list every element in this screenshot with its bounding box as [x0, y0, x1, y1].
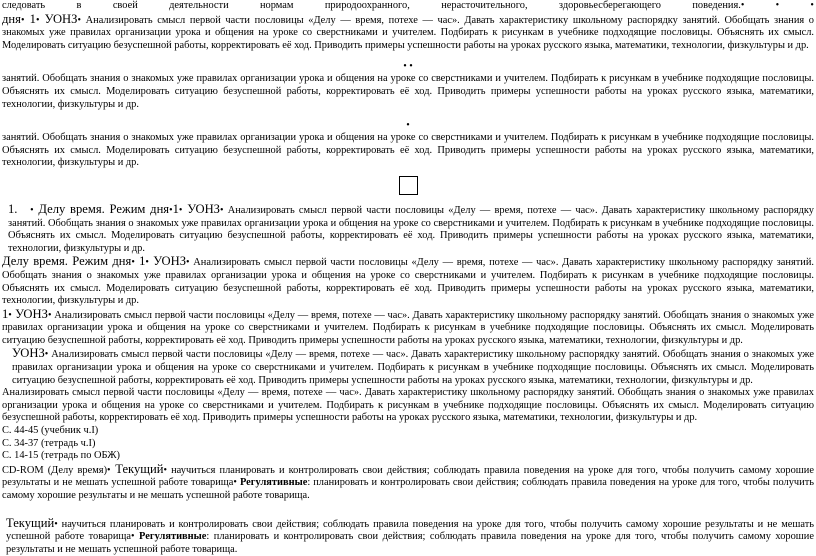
paragraph-numbered-topic	[2, 203, 814, 255]
control-type: Текущий	[6, 515, 55, 530]
intro-line	[2, 0, 814, 13]
bullet-icon: •	[77, 14, 81, 26]
paragraph-day-regime	[2, 13, 814, 53]
activity-text: Анализировать смысл первой части пословицы «Делу — время, потехе — час». Давать характеристику школьному распорядку занятий. Обобщать знания о знакомых уже правилах организации урока и общения на уроке со сверстниками и учителем. Подбирать к рисункам в учебнике подходящие пословицы. Объяснять их смысл. Моделировать ситуацию безуспешной работы, корректировать её ход. Приводить примеры успешности работы на уроках русского языка, математики, технологии, физкультуры и др.	[8, 204, 814, 254]
bullet-icon: •	[186, 257, 190, 269]
separator-bullets: • •	[403, 61, 413, 73]
bullet-icon: •	[30, 204, 34, 216]
uud-label: Регулятивные	[236, 477, 308, 489]
bullet-icon: •	[233, 477, 237, 489]
bullet-icon: •	[163, 464, 167, 476]
bullet-icon: •	[20, 14, 25, 26]
paragraph-lesson	[2, 308, 814, 348]
lesson-number: 1	[2, 306, 9, 321]
bullet-icon: •	[54, 518, 58, 530]
paragraph-lesson-type	[2, 347, 814, 387]
word: природоохранного,	[324, 0, 410, 11]
lesson-type: УОНЗ	[12, 346, 45, 361]
lesson-number: 1	[134, 254, 146, 269]
bullet-icon: •	[220, 204, 224, 216]
bullet-icon: •	[178, 204, 183, 216]
outcome-text: научиться планировать и контролировать свои действия; соблюдать правила поведения на уроке для того, чтобы получить самому хорошие результаты и не мешать успешной работе товарища	[2, 464, 814, 489]
paragraph-cdrom	[2, 463, 814, 503]
word: нормам	[260, 0, 294, 11]
paragraph-activities-3: Анализировать смысл первой части пословицы «Делу — время, потехе — час». Давать характеристику школьному распорядку занятий. Обобщать знания о знакомых уже правилах организации урока и общения на уроке со сверстниками и учителем. Подбирать к рисункам в учебнике подходящие пословицы. Объяснять их смысл. Моделировать ситуацию безуспешной работы, корректировать её ход. Приводить примеры успешности работы на уроках русского языка, математики, технологии, физкультуры и др.	[2, 387, 814, 424]
uud-label: Регулятивные	[134, 531, 207, 543]
word: в	[76, 0, 82, 11]
control-type: Текущий	[110, 461, 164, 476]
word: следовать	[2, 0, 46, 11]
bullet-icon: •	[107, 464, 111, 476]
word: нерасточительного,	[441, 0, 528, 11]
activity-text: Анализировать смысл первой части пословицы «Делу — время, потехе — час». Давать характеристику школьному распорядку занятий. Обобщать знания о знакомых уже правилах организации урока и общения на уроке со сверстниками и учителем. Подбирать к рисункам в учебнике подходящие пословицы. Объяснять их смысл. Моделировать ситуацию безуспешной работы, корректировать её ход. Приводить примеры успешности работы на уроках русского языка, математики, технологии, физкультуры и др.	[2, 309, 814, 346]
bullet-icon: •	[131, 531, 135, 543]
word: деятельности	[169, 0, 229, 11]
outcome-text: научиться планировать и контролировать свои действия; соблюдать правила поведения на уроке для того, чтобы получить самому хорошие результаты и не мешать успешной работе товарища	[6, 518, 814, 543]
activity-text: Анализировать смысл первой части пословицы «Делу — время, потехе — час». Давать характеристику школьному распорядку занятий. Обобщать знания о знакомых уже правилах организации урока и общения на уроке со сверстниками и учителем. Подбирать к рисункам в учебнике подходящие пословицы. Объяснять их смысл. Моделировать ситуацию безуспешной работы, корректировать её ход. Приводить примеры успешности работы на уроках русского языка, математики, технологии, физкультуры и др.	[12, 349, 814, 386]
list-number: 1.	[8, 201, 18, 216]
bullet-icon: •	[47, 309, 52, 321]
activity-text: Анализировать смысл первой части пословицы «Делу — время, потехе — час». Давать характеристику школьному распорядку занятий. Обобщать знания о знакомых уже правилах организации урока и общения на уроке со сверстниками и учителем. Подбирать к рисункам в учебнике подходящие пословицы. Объяснять их смысл. Моделировать ситуацию безуспешной работы, корректировать её ход. Приводить примеры успешности работы на уроках русского языка, математики, технологии, физкультуры и др.	[2, 257, 814, 307]
paragraph-activities-1: занятий. Обобщать знания о знакомых уже правилах организации урока и общения на уроке со сверстниками и учителем. Подбирать к рисункам в учебнике подходящие пословицы. Объяснять их смысл. Моделировать ситуацию безуспешной работы, корректировать её ход. Приводить примеры успешности работы на уроках русского языка, математики, технологии, физкультуры и др.	[2, 73, 814, 110]
lesson-number: 1	[24, 11, 36, 26]
bullet-icon: •	[169, 204, 173, 216]
topic-title: Делу время. Режим дня	[2, 254, 132, 269]
word: здоровьесберегающего	[558, 0, 661, 11]
reference-line: С. 14-15 (тетрадь по ОБЖ)	[2, 450, 121, 462]
checkbox-square	[399, 176, 418, 195]
bullet-icon: •	[44, 349, 49, 361]
paragraph-current	[2, 517, 814, 556]
reference-line: С. 34-37 (тетрадь ч.I)	[2, 437, 96, 449]
separator-bullet: •	[406, 120, 410, 132]
reference-line: С. 44-45 (учебник ч.I)	[2, 425, 99, 437]
word-with-bullets: поведения.• • •	[692, 0, 814, 11]
topic-title: Делу время. Режим дня	[33, 201, 170, 216]
bullet-icon: •	[35, 14, 40, 26]
paragraph-activities-2: занятий. Обобщать знания о знакомых уже правилах организации урока и общения на уроке со сверстниками и учителем. Подбирать к рисункам в учебнике подходящие пословицы. Объяснять их смысл. Моделировать ситуацию безуспешной работы, корректировать её ход. Приводить примеры успешности работы на уроках русского языка, математики, технологии, физкультуры и др.	[2, 132, 814, 169]
uud-text: : планировать и контролировать свои действия; соблюдать правила поведения на уроке для того, чтобы получить самому хорошие результаты и не мешать успешной работе товарища.	[2, 477, 814, 501]
lesson-type: УОНЗ	[39, 11, 78, 26]
paragraph-topic	[2, 255, 814, 307]
lesson-number: 1	[172, 201, 179, 216]
topic-fragment: дня	[2, 11, 21, 26]
bullet-icon: • • •	[740, 0, 814, 11]
bullet-icon: •	[145, 257, 149, 269]
bullet-icon: •	[8, 309, 12, 321]
lesson-type: УОНЗ	[11, 306, 48, 321]
resource-label: CD-ROM (Делу время)	[2, 464, 108, 476]
word: своей	[112, 0, 138, 11]
lesson-type: УОНЗ	[148, 254, 187, 269]
activity-text: Анализировать смысл первой части пословицы «Делу — время, потехе — час». Давать характеристику школьному распорядку занятий. Обобщать знания о знакомых уже правилах организации урока и общения на уроке со сверстниками и учителем. Подбирать к рисункам в учебнике подходящие пословицы. Объяснять их смысл. Моделировать ситуацию безуспешной работы, корректировать её ход. Приводить примеры успешности работы на уроках русского языка, математики, технологии, физкультуры и др.	[2, 14, 815, 51]
lesson-type: УОНЗ	[182, 201, 220, 216]
uud-text: : планировать и контролировать свои действия; соблюдать правила поведения на уроке для того, чтобы получить самому хорошие результаты и не мешать успешной работе товарища.	[6, 531, 814, 555]
bullet-icon: •	[131, 257, 135, 269]
